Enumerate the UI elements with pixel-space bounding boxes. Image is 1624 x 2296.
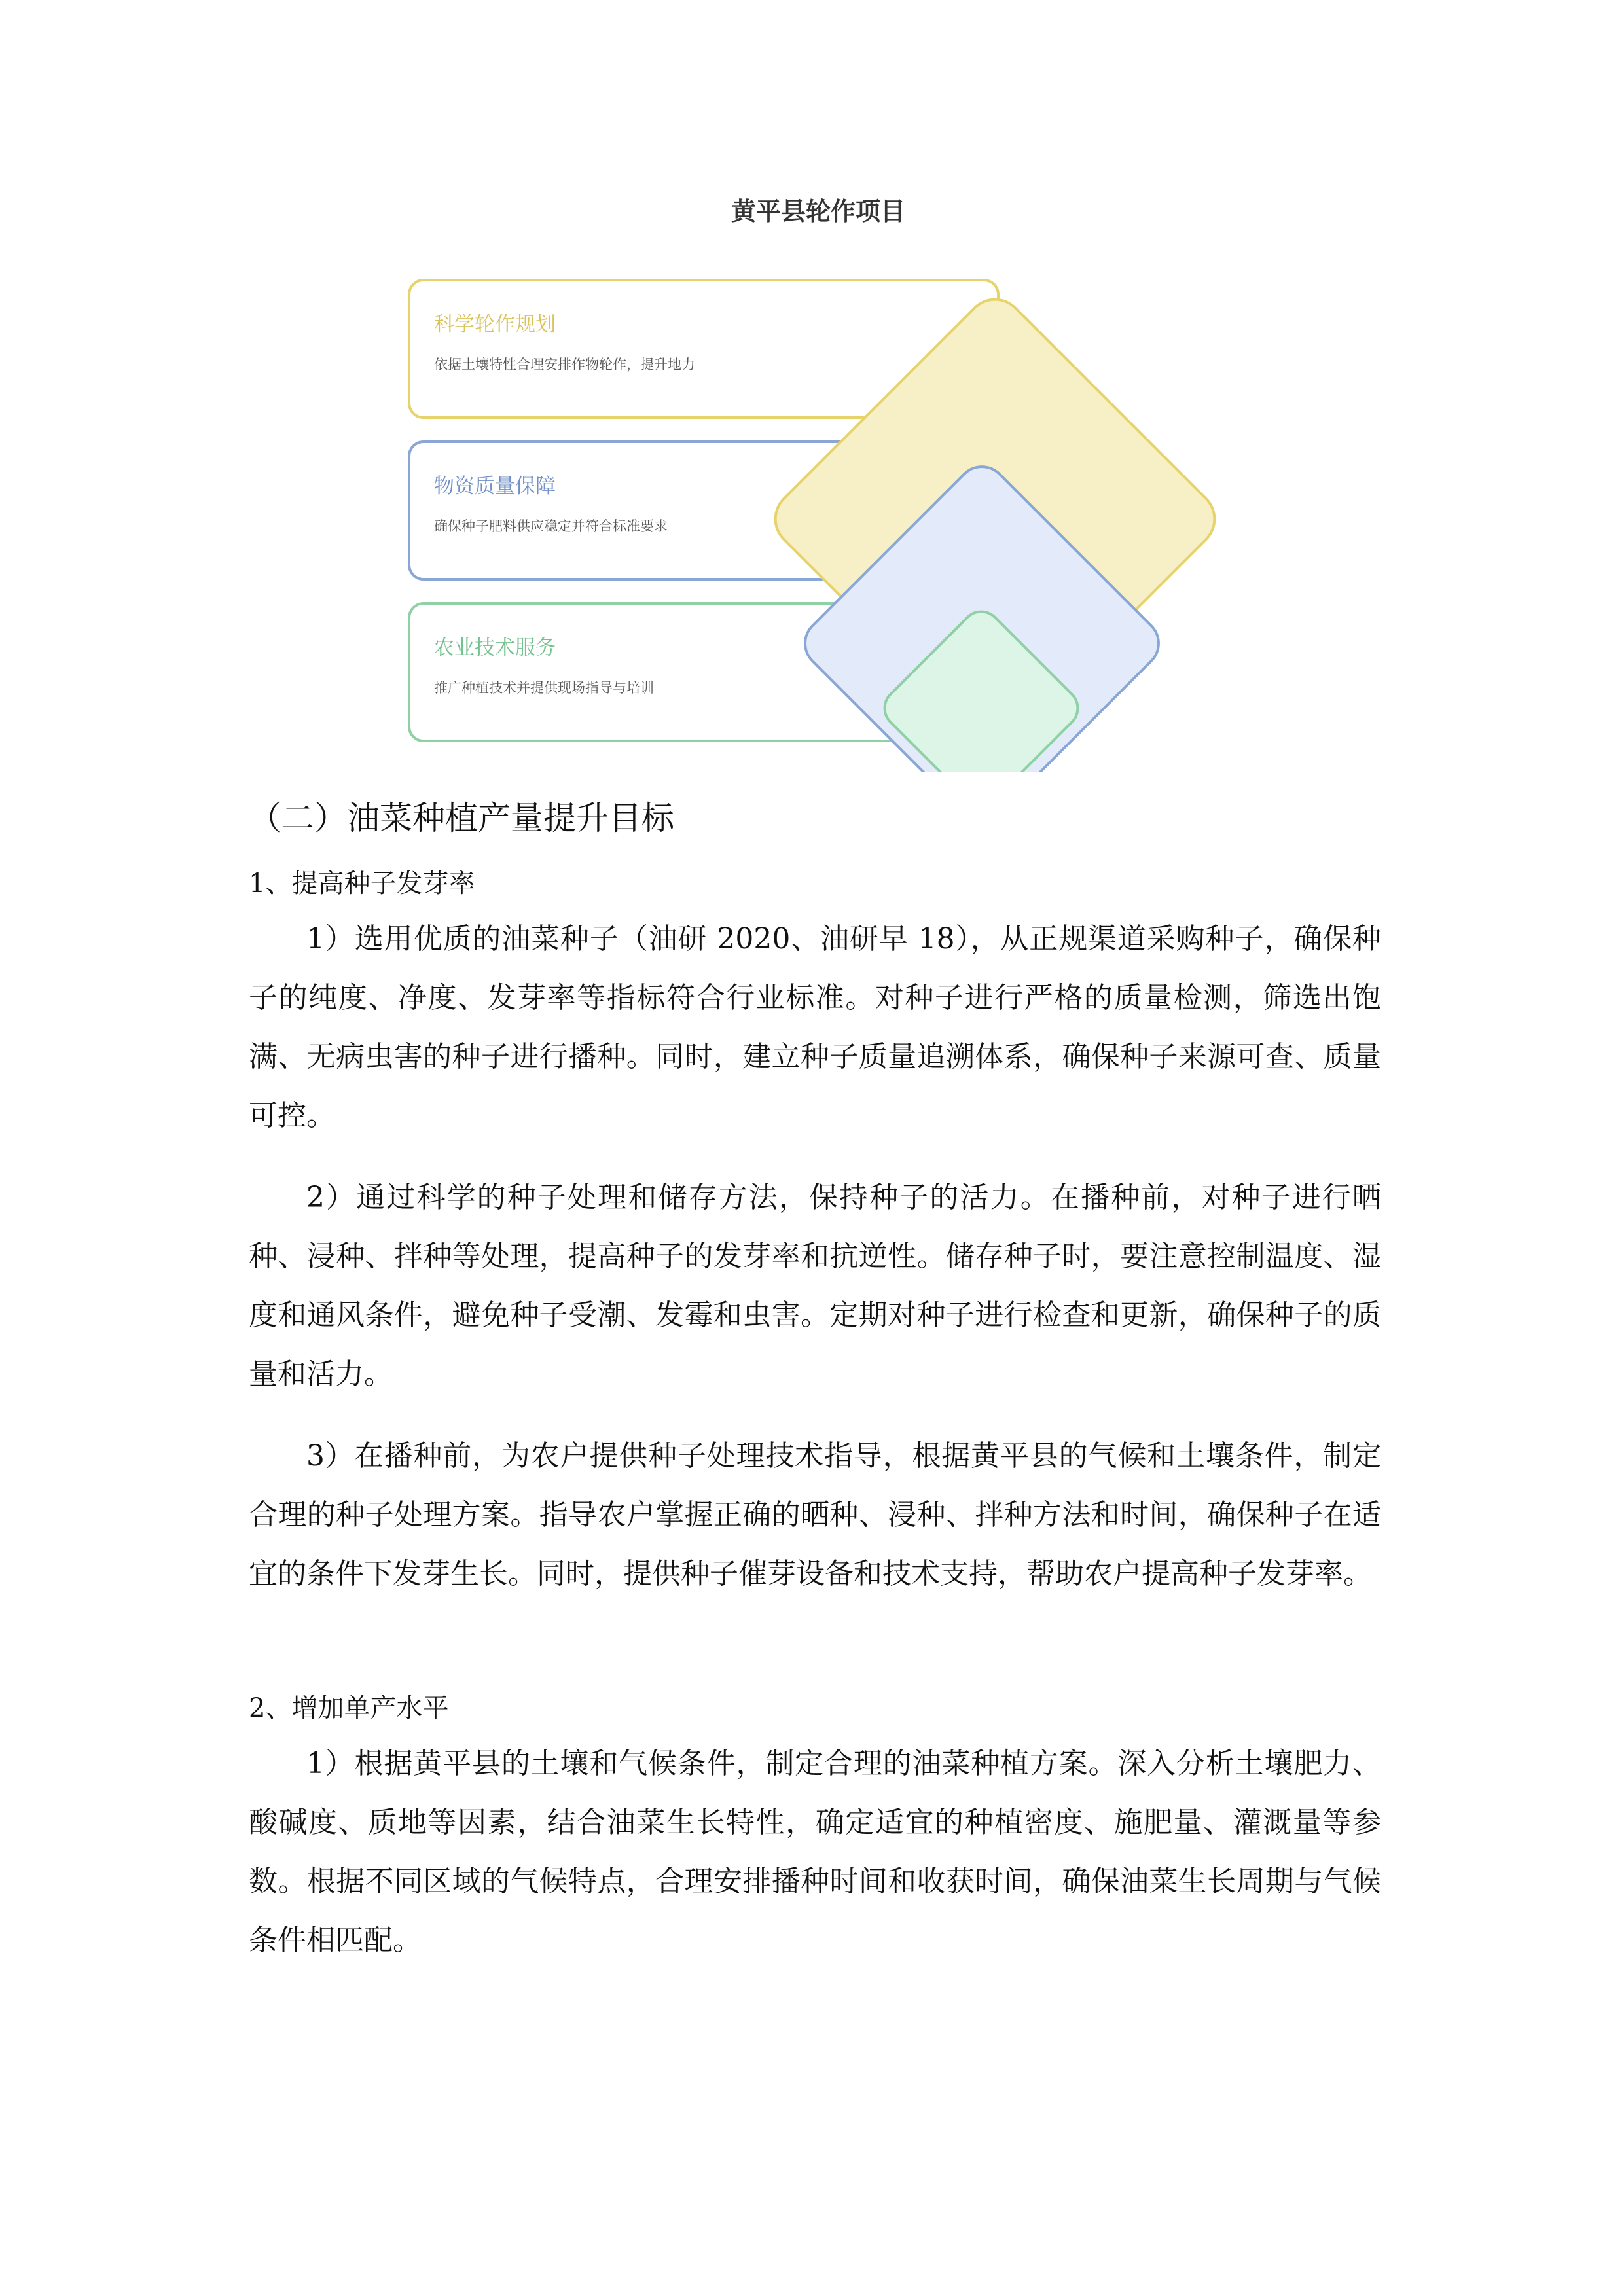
paragraph: 3）在播种前，为农户提供种子处理技术指导，根据黄平县的气候和土壤条件，制定合理的种子处理方案。指导农户掌握正确的晒种、浸种、拌种方法和时间，确保种子在适宜的条件下发芽生长。同时，提供种子催芽设备和技术支持，帮助农户提高种子发芽率。 (249, 1439, 1381, 1590)
card-planning (409, 308, 907, 375)
sub-heading-1: 1、提高种子发芽率 (249, 869, 475, 899)
card-service (409, 631, 907, 698)
card-desc: 依据土壤特性合理安排作物轮作，提升地力 (434, 357, 695, 372)
paragraph: 1）根据黄平县的土壤和气候条件，制定合理的油菜种植方案。深入分析土壤肥力、酸碱度、质地等因素，结合油菜生长特性，确定适宜的种植密度、施肥量、灌溉量等参数。根据不同区域的气候特点，合理安排播种时间和收获时间，确保油菜生长周期与气候条件相匹配。 (249, 1747, 1381, 1957)
card-desc: 确保种子肥料供应稳定并符合标准要求 (434, 518, 668, 534)
paragraph: 2）通过科学的种子处理和储存方法，保持种子的活力。在播种前，对种子进行晒种、浸种、拌种等处理，提高种子的发芽率和抗逆性。储存种子时，要注意控制温度、湿度和通风条件，避免种子受潮、发霉和虫害。定期对种子进行检查和更新，确保种子的质量和活力。 (249, 1181, 1381, 1391)
card-desc: 推广种植技术并提供现场指导与培训 (434, 680, 654, 696)
section-heading: （二）油菜种植产量提升目标 (249, 799, 674, 837)
sub-heading-2: 2、增加单产水平 (249, 1693, 449, 1723)
card-title: 农业技术服务 (434, 636, 556, 660)
diagram-title: 黄平县轮作项目 (731, 197, 905, 226)
paragraph: 1）选用优质的油菜种子（油研 2020、油研早 18），从正规渠道采购种子，确保种子的纯度、净度、发芽率等指标符合行业标准。对种子进行严格的质量检测，筛选出饱满、无病虫害的种子进行播种。同时，建立种子质量追溯体系，确保种子来源可查、质量可控。 (249, 922, 1381, 1132)
card-title: 科学轮作规划 (434, 313, 556, 336)
card-quality (409, 469, 907, 537)
card-title: 物资质量保障 (434, 475, 556, 498)
